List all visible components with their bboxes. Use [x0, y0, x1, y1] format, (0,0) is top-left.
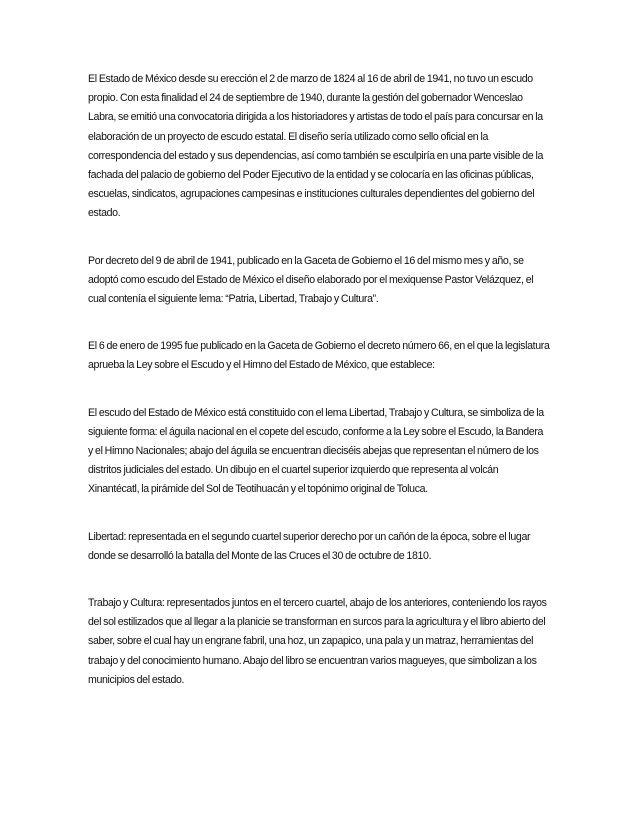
paragraph-history-intro: El Estado de México desde su erección el 2 de marzo de 1824 al 16 de abril de 1941, no tuvo un escudo propio. Con esta finalidad el 24 de septiembre de 1940, durante la gestión del gobernador Wenceslao Labra, se emitió una convocatoria dirigida a los historiadores y artistas de todo el país para concursar en la elaboración de un proyecto de escudo estatal. El diseño sería utilizado como sello oficial en la correspondencia del estado y sus dependencias, así como también se esculpiría en una parte visible de la fachada del palacio de gobierno del Poder Ejecutivo de la entidad y se colocaría en las oficinas públicas, escuelas, sindicatos, agrupaciones campesinas e instituciones culturales dependientes del gobierno del estado. — [88, 73, 543, 220]
document-body — [88, 70, 550, 690]
paragraph-trabajo-cultura: Trabajo y Cultura: representados juntos en el tercero cuartel, abajo de los anteriores, conteniendo los rayos del sol estilizados que al llegar a la planicie se transforman en surcos para la agricultura y el libro abierto del saber, sobre el cual hay un engrane fabril, una hoz, un zapapico, una pala y un matraz, herramientas del trabajo y del conocimiento humano. Abajo del libro se encuentran varios magueyes, que simbolizan a los municipios del estado. — [88, 597, 547, 686]
paragraph-shield-description: El escudo del Estado de México está constituido con el lema Libertad, Trabajo y Cultura, se simboliza de la siguiente forma: el águila nacional en el copete del escudo, conforme a la Ley sobre el Escudo, la Bandera y el Himno Nacionales; abajo del águila se encuentran dieciséis abejas que representan el número de los distritos judiciales del estado. Un dibujo en el cuartel superior izquierdo que representa al volcán Xinantécatl, la pirámide del Sol de Teotihuacán y el topónimo original de Toluca. — [88, 406, 544, 496]
paragraph-decree-1941: Por decreto del 9 de abril de 1941, publicado en la Gaceta de Gobierno el 16 del mismo mes y año, se adoptó como escudo del Estado de México el diseño elaborado por el mexiquense Pastor Velázquez, el cual contenía el siguiente lema: “Patria, Libertad, Trabajo y Cultura”. — [88, 254, 534, 306]
paragraph-decree-1995: El 6 de enero de 1995 fue publicado en la Gaceta de Gobierno el decreto número 66, en el que la legislatura aprueba la Ley sobre el Escudo y el Himno del Estado de México, que establece: — [88, 340, 550, 372]
paragraph-libertad: Libertad: representada en el segundo cuartel superior derecho por un cañón de la época, sobre el lugar donde se desarrolló la batalla del Monte de las Cruces el 30 de octubre de 1810. — [88, 530, 531, 562]
